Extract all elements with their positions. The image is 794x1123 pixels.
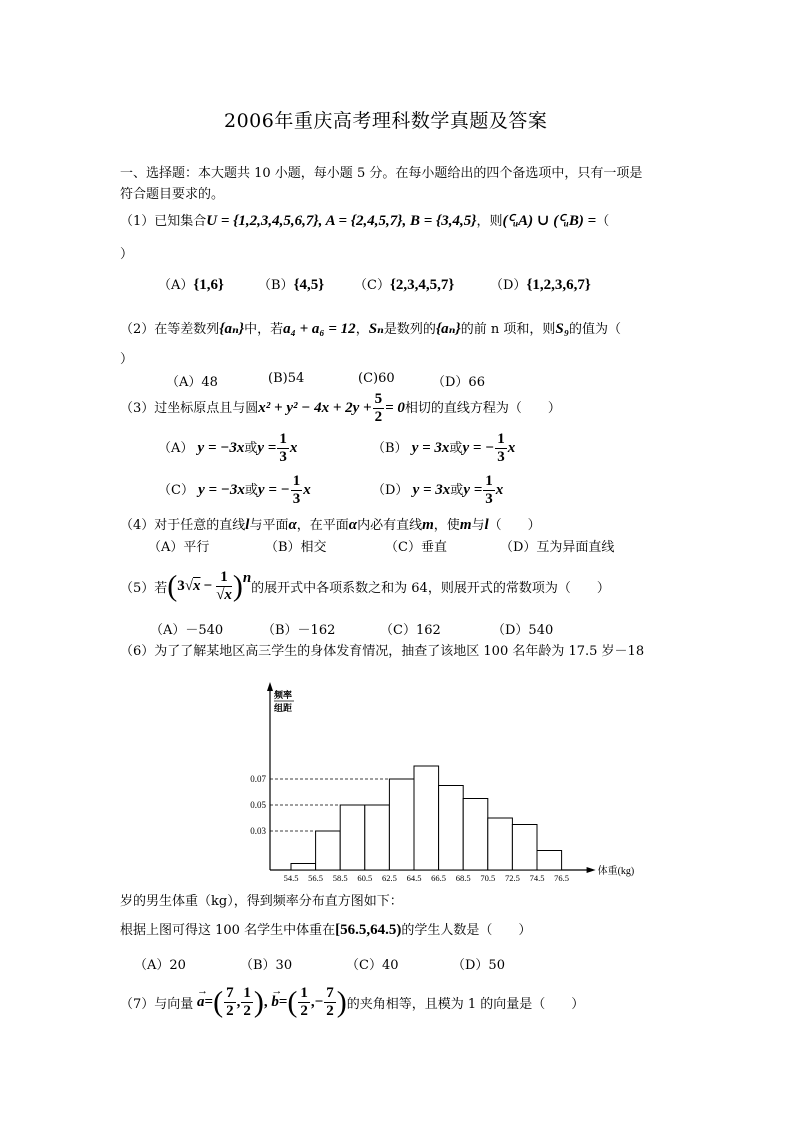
- q1-option-d: （D）{1,2,3,6,7}: [490, 277, 591, 293]
- q3-option-d: （D） y = 3x或y = $\frac{1}{3}$ x: [372, 473, 504, 507]
- y-axis-label-top: 频率: [274, 690, 293, 700]
- x-tick-label: 72.5: [504, 873, 520, 883]
- x-tick-label: 56.5: [308, 873, 324, 883]
- x-tick-label: 68.5: [455, 873, 471, 883]
- x-tick-label: 76.5: [554, 873, 570, 883]
- q2-option-a: （A）48: [166, 375, 218, 390]
- q3-option-b: （B） y = 3x或y = − $\frac{1}{3}$ x: [372, 431, 516, 465]
- q6-option-b: （B）30: [240, 958, 293, 973]
- q1-close: ）: [120, 247, 134, 262]
- x-tick-label: 60.5: [357, 873, 373, 883]
- x-tick-label: 74.5: [529, 873, 545, 883]
- histogram-bar: [512, 825, 537, 871]
- x-tick-label: 70.5: [480, 873, 496, 883]
- q4-option-a: （A）平行: [148, 540, 210, 555]
- question-7: （7）与向量 a → =( $\frac{7}{2}$ , $\frac{1}{2}$ ), b → =( $\frac{1}{2}$ ,− $\frac{7}{2}$ )的夹角相等，且模为 1 的向量是（ ）: [120, 985, 585, 1019]
- y-axis-label-bottom: 组距: [274, 703, 293, 713]
- q6-text-3: 根据上图可得这 100 名学生中体重在[56.5,64.5)的学生人数是（ ）: [120, 922, 532, 938]
- q6-option-a: （A）20: [134, 958, 186, 973]
- q6-text-2: 岁的男生体重（kg），得到频率分布直方图如下：: [120, 894, 403, 909]
- frequency-histogram: [236, 680, 635, 886]
- q2-cond: a₄ + a₆ = 12: [283, 321, 356, 337]
- section-heading-cont: 符合题目要求的。: [120, 187, 225, 202]
- q2-close: ）: [120, 352, 134, 367]
- q1-option-c: （C）{2,3,4,5,7}: [354, 277, 455, 293]
- page-title: 2006年重庆高考理科数学真题及答案: [224, 110, 548, 132]
- histogram-bar: [389, 779, 414, 870]
- q1-expr: (ꟲᵤA) ∪ (ꟲᵤB) =: [502, 213, 597, 229]
- q1-prefix: （1）已知集合: [120, 214, 207, 229]
- q5-option-a: （A）－540: [150, 623, 224, 638]
- x-tick-label: 62.5: [381, 873, 397, 883]
- q6-option-c: （C）40: [346, 958, 399, 973]
- q1-set-b: B = {3,4,5}: [409, 213, 477, 229]
- histogram-bar: [537, 851, 562, 871]
- q3-option-c: （C） y = −3x或y = − $\frac{1}{3}$ x: [158, 473, 311, 507]
- q4-option-d: （D）互为异面直线: [500, 540, 615, 555]
- question-4: （4）对于任意的直线l与平面α，在平面α内必有直线m，使m与l（ ）: [120, 517, 541, 533]
- x-axis-label: 体重(kg): [597, 866, 635, 877]
- y-tick-label: 0.03: [250, 826, 266, 836]
- q4-option-b: （B）相交: [265, 540, 327, 555]
- y-axis-arrow: [267, 682, 273, 691]
- question-1: （1）已知集合U = {1,2,3,4,5,6,7}, A = {2,4,5,7}, B = {3,4,5}，则(ꟲᵤA) ∪ (ꟲᵤB) =（: [120, 213, 610, 229]
- q5-option-b: （B）－162: [262, 623, 336, 638]
- q4-option-c: （C）垂直: [385, 540, 447, 555]
- y-tick-label: 0.05: [250, 800, 266, 810]
- x-tick-label: 64.5: [406, 873, 422, 883]
- histogram-bar: [439, 786, 464, 871]
- question-3: （3）过坐标原点且与圆x² + y² − 4x + 2y + $\frac{5}{2}$ = 0相切的直线方程为（ ）: [120, 391, 561, 425]
- histogram-bar: [316, 831, 341, 870]
- question-6: （6）为了了解某地区高三学生的身体发育情况，抽查了该地区 100 名年龄为 17.5 岁－18: [120, 644, 645, 659]
- x-axis-arrow: [587, 867, 596, 873]
- q1-tail: （: [596, 214, 610, 229]
- x-tick-label: 66.5: [431, 873, 447, 883]
- q2-option-c: (C)60: [358, 371, 395, 386]
- q2-option-d: （D）66: [432, 375, 485, 390]
- q5-option-c: （C）162: [380, 623, 441, 638]
- q1-then: ，则: [476, 214, 503, 229]
- q3-option-a: （A） y = −3x或y = $\frac{1}{3}$ x: [158, 431, 298, 465]
- q5-option-d: （D）540: [492, 623, 554, 638]
- x-tick-label: 54.5: [283, 873, 299, 883]
- q1-set-u: U = {1,2,3,4,5,6,7}: [206, 213, 319, 229]
- histogram-bar: [291, 864, 316, 871]
- histogram-bar: [340, 805, 365, 870]
- q2-option-b: (B)54: [268, 371, 305, 386]
- q3-circle: x² + y² − 4x + 2y +: [258, 400, 372, 416]
- q6-interval: [56.5,64.5): [335, 922, 402, 938]
- q1-option-a: （A）{1,6}: [158, 277, 224, 293]
- q6-option-d: （D）50: [452, 958, 505, 973]
- histogram-bar: [488, 818, 513, 870]
- histogram-bar: [365, 805, 390, 870]
- question-5: （5）若(3√x − $\frac{1}{√x}$ )$^n$的展开式中各项系数之和为 64，则展开式的常数项为（ ）: [120, 569, 610, 603]
- section-heading: 一、选择题：本大题共 10 小题，每小题 5 分。在每小题给出的四个备选项中，只有一项是: [120, 166, 643, 181]
- x-tick-label: 58.5: [332, 873, 348, 883]
- histogram-bar: [463, 799, 488, 871]
- q1-option-b: （B）{4,5}: [258, 277, 325, 293]
- histogram-bar: [414, 766, 439, 870]
- y-tick-label: 0.07: [250, 774, 266, 784]
- q2-seq: {aₙ}: [219, 321, 245, 337]
- question-2: （2）在等差数列{aₙ}中，若a₄ + a₆ = 12，Sₙ是数列的{aₙ}的前 n 项和，则S₉的值为（: [120, 321, 621, 337]
- q1-set-a: A = {2,4,5,7}: [325, 213, 403, 229]
